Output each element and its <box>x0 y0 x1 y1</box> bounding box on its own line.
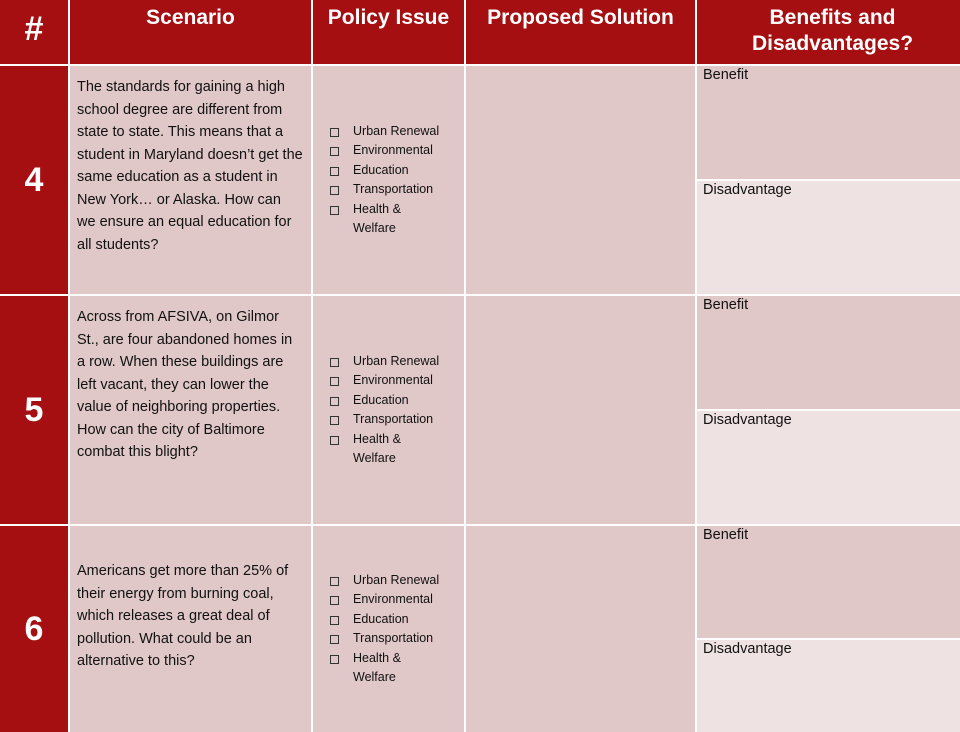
checkbox-education[interactable] <box>330 161 439 181</box>
checkbox-icon <box>330 186 339 195</box>
checkbox-icon <box>330 167 339 176</box>
scenario-text: Americans get more than 25% of their energy from burning coal, which releases a great deal of pollution. What could be an alternative to this? <box>70 526 311 732</box>
header-benefits-disadvantages: Benefits and Disadvantages? <box>697 0 960 64</box>
disadvantage-cell[interactable]: Disadvantage <box>697 181 960 294</box>
checkbox-icon <box>330 416 339 425</box>
option-label: Environmental <box>353 373 433 387</box>
row-number: 4 <box>0 66 68 294</box>
checkbox-icon <box>330 147 339 156</box>
option-label: Urban Renewal <box>353 572 440 587</box>
checkbox-transportation[interactable] <box>330 410 439 430</box>
checkbox-environmental[interactable] <box>330 141 439 161</box>
checkbox-icon <box>330 358 339 367</box>
option-label: Transportation <box>353 412 434 426</box>
checkbox-transportation[interactable] <box>330 629 439 649</box>
benefit-cell[interactable]: Benefit <box>697 66 960 179</box>
scenario-text: The standards for gaining a high school degree are different from state to state. This means that a student in Maryland doesn’t get the same education as a student in New York… or Alaska. How can we ensure an equal education for all students? <box>70 66 311 294</box>
checkbox-education[interactable] <box>330 610 439 630</box>
disadvantage-cell[interactable]: Disadvantage <box>697 411 960 524</box>
header-number: # <box>0 0 68 64</box>
checkbox-environmental[interactable] <box>330 371 439 391</box>
option-label: Transportation <box>353 182 434 196</box>
checkbox-transportation[interactable] <box>330 180 439 200</box>
proposed-solution-cell[interactable] <box>466 66 695 294</box>
checkbox-education[interactable] <box>330 391 439 411</box>
checkbox-health-welfare[interactable] <box>330 200 439 239</box>
checkbox-icon <box>330 206 339 215</box>
policy-issue-checklist <box>313 526 464 732</box>
option-label: Health & Welfare <box>353 650 401 684</box>
scenario-text: Across from AFSIVA, on Gilmor St., are four abandoned homes in a row. When these buildings are left vacant, they can lower the value of neighboring properties. How can the city of Baltimore combat this blight? <box>70 296 311 524</box>
header-proposed-solution: Proposed Solution <box>466 0 695 64</box>
option-label: Education <box>353 162 409 177</box>
disadvantage-cell[interactable]: Disadvantage <box>697 640 960 732</box>
option-label: Urban Renewal <box>353 353 440 368</box>
checkbox-icon <box>330 577 339 586</box>
checkbox-urban-renewal[interactable] <box>330 352 439 372</box>
option-label: Education <box>353 611 409 626</box>
row-number: 5 <box>0 296 68 524</box>
header-scenario: Scenario <box>70 0 311 64</box>
option-label: Health & Welfare <box>353 431 401 465</box>
checkbox-icon <box>330 436 339 445</box>
checkbox-health-welfare[interactable] <box>330 430 439 469</box>
row-number: 6 <box>0 526 68 732</box>
header-policy-issue: Policy Issue <box>313 0 464 64</box>
policy-issue-checklist <box>313 296 464 524</box>
checkbox-urban-renewal[interactable] <box>330 571 439 591</box>
checkbox-icon <box>330 397 339 406</box>
option-label: Education <box>353 392 409 407</box>
option-label: Urban Renewal <box>353 123 440 138</box>
policy-issue-checklist <box>313 66 464 294</box>
checkbox-icon <box>330 655 339 664</box>
option-label: Transportation <box>353 631 434 645</box>
option-label: Environmental <box>353 143 433 157</box>
checkbox-health-welfare[interactable] <box>330 649 439 688</box>
checkbox-icon <box>330 596 339 605</box>
checkbox-icon <box>330 635 339 644</box>
checkbox-icon <box>330 128 339 137</box>
proposed-solution-cell[interactable] <box>466 526 695 732</box>
checkbox-environmental[interactable] <box>330 590 439 610</box>
proposed-solution-cell[interactable] <box>466 296 695 524</box>
option-label: Health & Welfare <box>353 201 401 235</box>
benefit-cell[interactable]: Benefit <box>697 526 960 638</box>
benefit-cell[interactable]: Benefit <box>697 296 960 409</box>
checkbox-urban-renewal[interactable] <box>330 122 439 142</box>
checkbox-icon <box>330 616 339 625</box>
option-label: Environmental <box>353 592 433 606</box>
checkbox-icon <box>330 377 339 386</box>
